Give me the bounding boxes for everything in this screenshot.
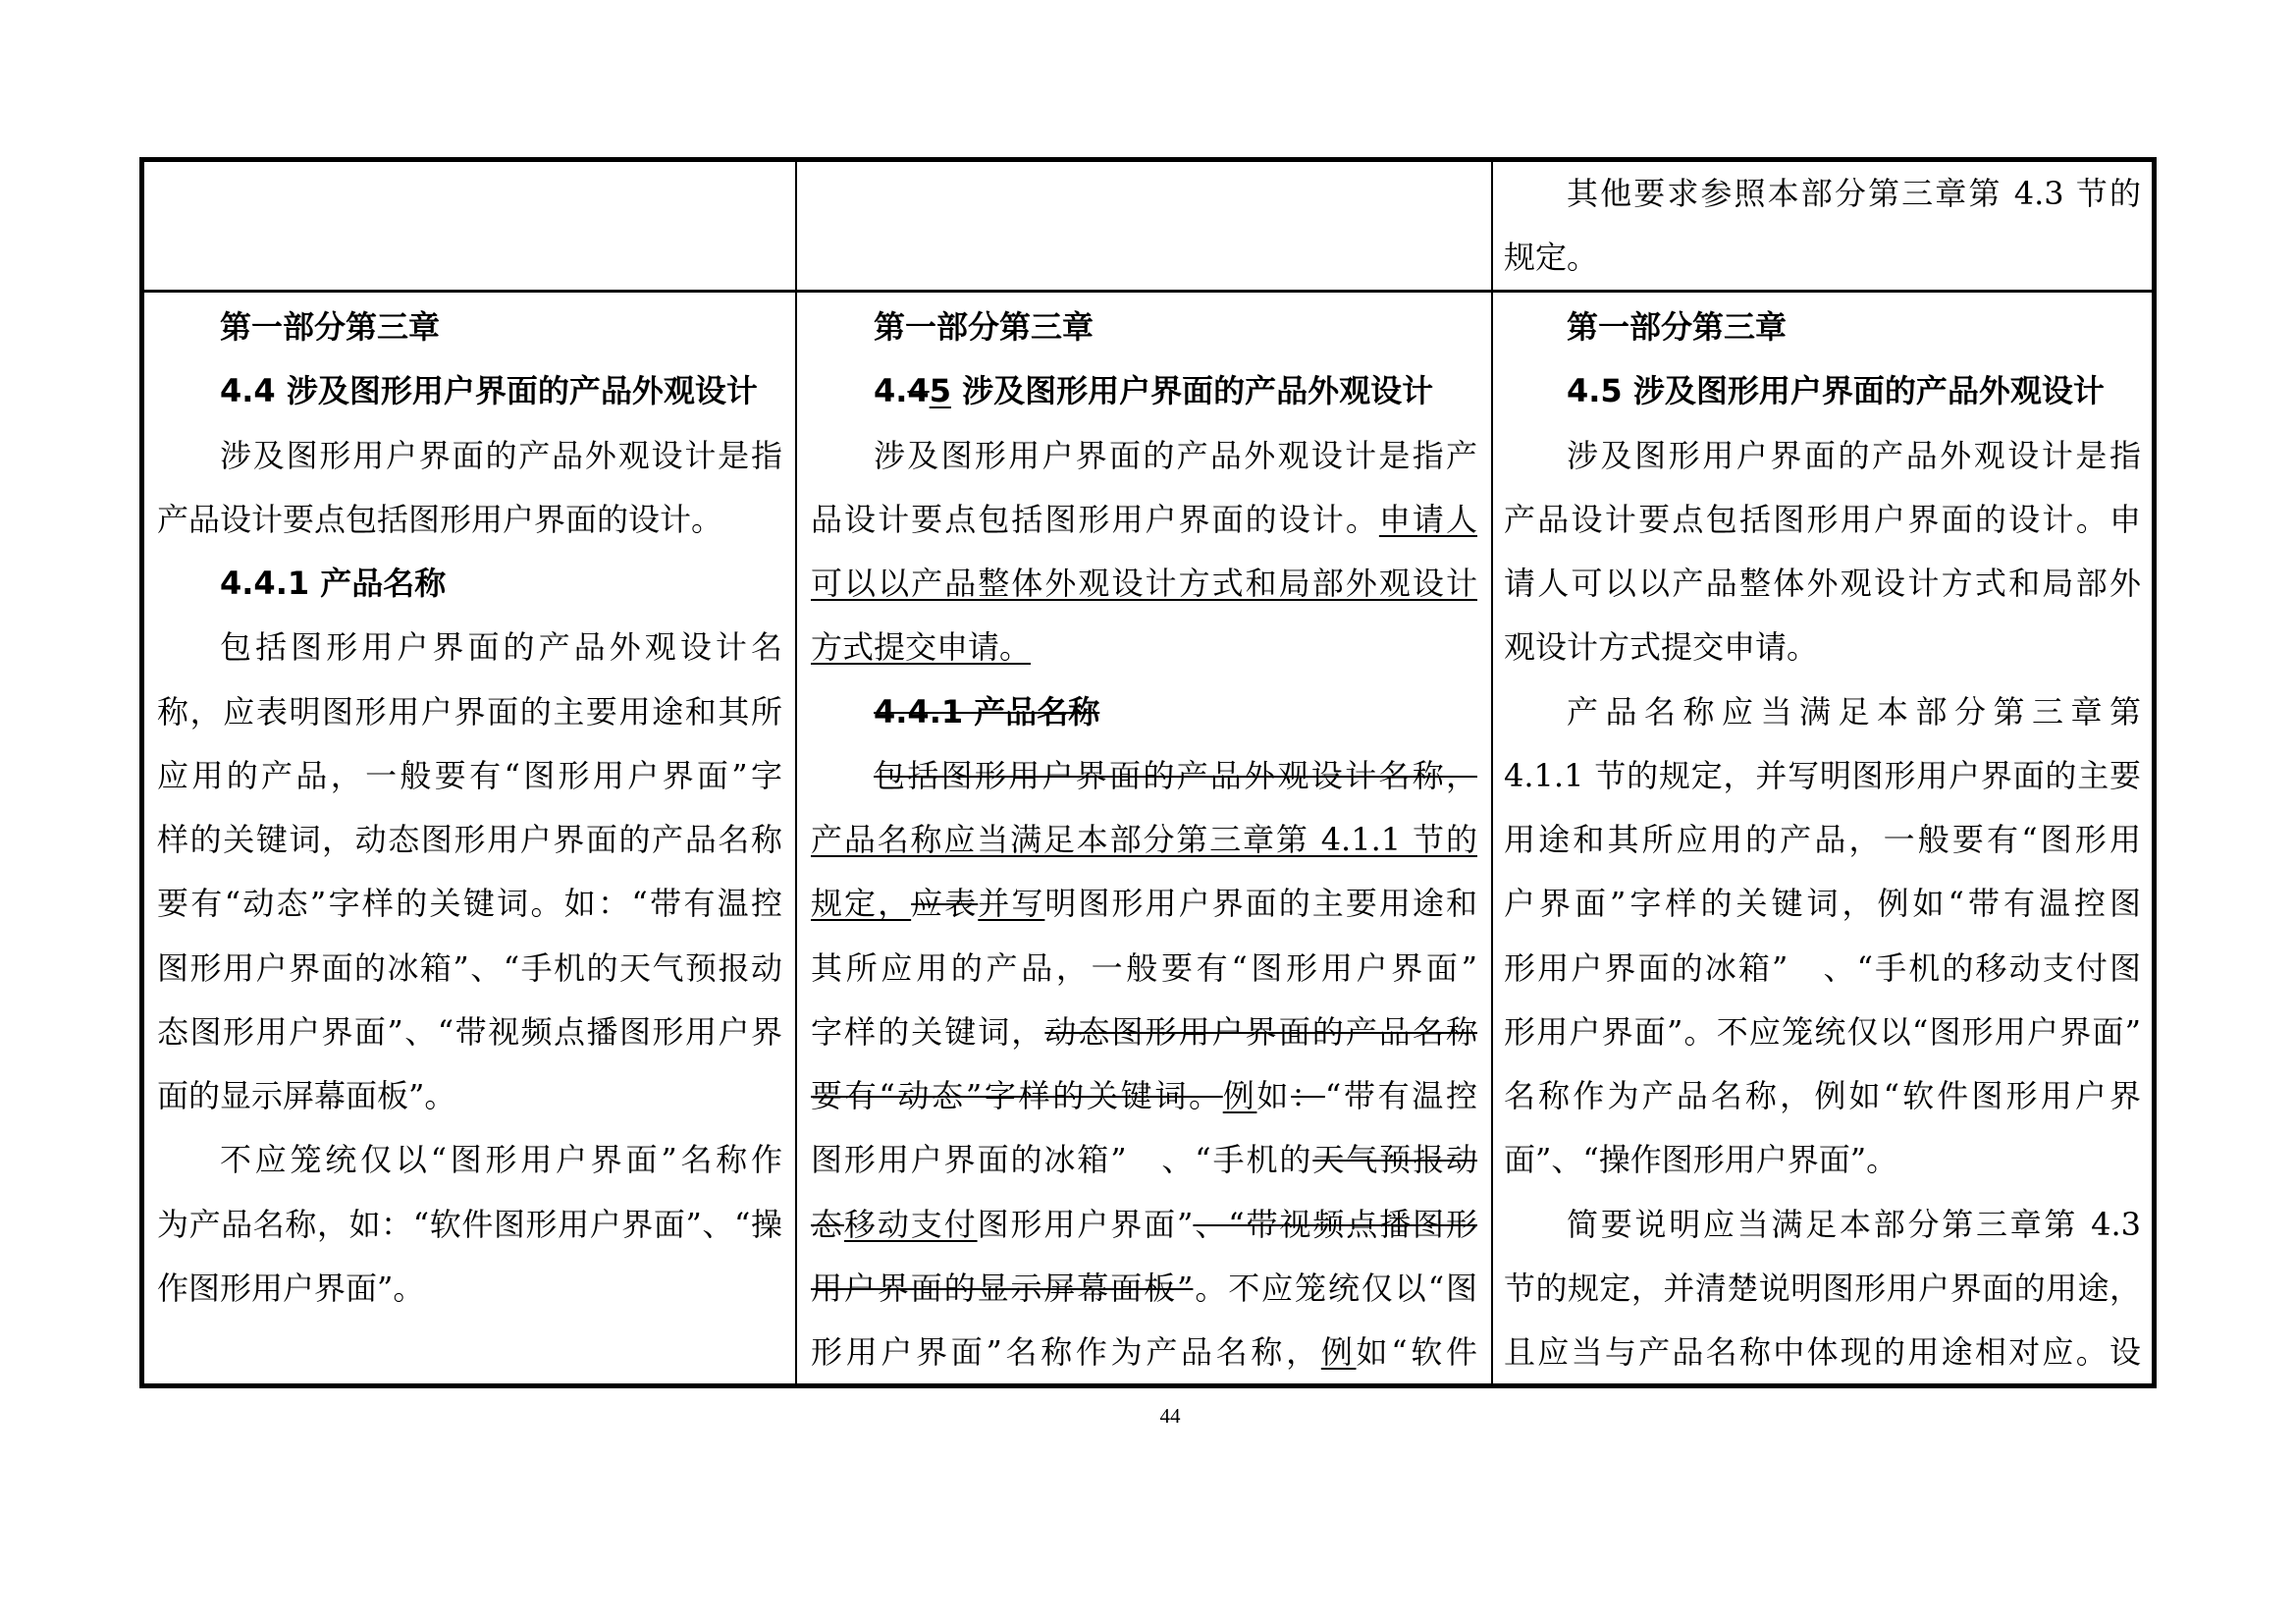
text-line [811, 1064, 1477, 1128]
text-segment: 图形用户界面的冰箱” 、“手机的 [811, 1141, 1313, 1179]
section-heading: 第一部分第三章 [220, 308, 441, 346]
text-line: 形用户界面”。不应笼统仅以“图形用户界面” [1504, 1012, 2141, 1051]
text-line: 其他要求参照本部分第三章第 4.3 节的 [1567, 175, 2141, 212]
inserted-text: 规定， [811, 885, 912, 923]
text-line: 户界面”字样的关键词，例如“带有温控图 [1504, 885, 2141, 923]
comparison-table [139, 157, 2157, 1388]
page-number: 44 [1159, 1404, 1181, 1428]
text-line: 用途和其所应用的产品，一般要有“图形用 [1504, 821, 2141, 858]
inserted-text: 可以以产品整体外观设计方式和局部外观设计 [811, 565, 1477, 602]
text-line: 不应笼统仅以“图形用户界面”名称作 [220, 1141, 782, 1179]
section-heading [811, 680, 1477, 744]
text-segment: 如“软件 [1356, 1333, 1477, 1371]
text-segment: 涉及图形用户界面的产品外观设计 [950, 372, 1434, 410]
text-line [811, 1193, 1477, 1257]
text-line [811, 424, 1477, 488]
text-line [811, 616, 1477, 679]
text-segment: 第一部分第三章 [874, 308, 1095, 346]
deleted-text: 应表 [911, 885, 979, 923]
text-segment: 品设计要点包括图形用户界面的设计。 [811, 500, 1379, 538]
text-line: 应用的产品，一般要有“图形用户界面”字 [157, 756, 782, 794]
text-segment: 其所应用的产品，一般要有“图形用户界面” [811, 948, 1477, 987]
text-line: 形用户界面的冰箱” 、“手机的移动支付图 [1504, 948, 2141, 987]
section-heading: 4.5 涉及图形用户界面的产品外观设计 [1567, 372, 2105, 410]
text-line: 涉及图形用户界面的产品外观设计是指 [220, 436, 782, 474]
text-segment: 形用户界面”名称作为产品名称， [811, 1333, 1321, 1371]
text-segment: 4. [874, 372, 908, 410]
deleted-text: 天气预报动 [1312, 1141, 1477, 1179]
text-line [811, 1001, 1477, 1064]
cell-r2-c2 [797, 293, 1491, 1383]
text-line: 称，应表明图形用户界面的主要用途和其所 [157, 692, 782, 730]
text-segment: 字样的关键词， [811, 1012, 1045, 1051]
text-segment: 涉及图形用户界面的产品外观设计是指产 [874, 436, 1477, 474]
inserted-text: 移动支付 [843, 1205, 978, 1243]
text-segment: 图形用户界面” [977, 1205, 1194, 1243]
section-heading [811, 296, 1477, 359]
text-line: 简要说明应当满足本部分第三章第 4.3 [1567, 1205, 2141, 1243]
section-heading: 第一部分第三章 [1567, 308, 1788, 346]
deleted-text: 态 [811, 1205, 844, 1243]
text-segment: 明图形用户界面的主要用途和 [1044, 885, 1477, 923]
text-line [811, 552, 1477, 616]
text-line: 面的显示屏幕面板”。 [157, 1077, 456, 1114]
inserted-text: 例 [1320, 1333, 1357, 1371]
deleted-text: 动态图形用户界面的产品名称 [1044, 1012, 1477, 1051]
text-line: 要有“动态”字样的关键词。如：“带有温控 [157, 885, 782, 923]
text-line: 图形用户界面的冰箱”、“手机的天气预报动 [157, 948, 782, 987]
inserted-text: 产品名称应当满足本部分第三章第 4.1.1 节的 [811, 821, 1477, 858]
text-line: 规定。 [1504, 239, 1599, 277]
deleted-text: 用户界面的显示屏幕面板” [811, 1269, 1194, 1307]
inserted-text: 方式提交申请。 [811, 628, 1032, 667]
text-line: 样的关键词，动态图形用户界面的产品名称 [157, 821, 782, 858]
text-line [811, 937, 1477, 1001]
text-line: 包括图形用户界面的产品外观设计名 [220, 628, 782, 667]
deleted-text: 、“带视频点播图形 [1193, 1205, 1477, 1243]
deleted-text: 要有“动态”字样的关键词。 [811, 1077, 1223, 1114]
text-line [811, 1257, 1477, 1321]
deleted-text: ： [1291, 1077, 1325, 1114]
text-line: 面”、“操作图形用户界面”。 [1504, 1141, 1898, 1179]
deleted-text: 包括图形用户界面的产品外观设计名称， [874, 756, 1477, 794]
text-line: 产品设计要点包括图形用户界面的设计。申 [1504, 500, 2141, 538]
text-line: 为产品名称，如：“软件图形用户界面”、“操 [157, 1205, 782, 1243]
text-line: 请人可以以产品整体外观设计方式和局部外 [1504, 565, 2141, 602]
text-line [811, 744, 1477, 808]
text-line [811, 808, 1477, 872]
text-line: 且应当与产品名称中体现的用途相对应。设 [1504, 1333, 2141, 1371]
section-heading: 4.4.1 产品名称 [220, 565, 447, 602]
cell-r1-c3 [1493, 162, 2152, 290]
cell-r2-c3 [1493, 293, 2152, 1383]
cell-r2-c1 [144, 293, 795, 1383]
text-line [811, 488, 1477, 552]
text-line: 态图形用户界面”、“带视频点播图形用户界 [157, 1012, 782, 1051]
text-line: 观设计方式提交申请。 [1504, 628, 1819, 667]
inserted-text: 申请人 [1378, 500, 1477, 538]
deleted-text: 4 [907, 372, 930, 410]
text-line: 产品名称应当满足本部分第三章第 [1567, 692, 2141, 730]
text-line [811, 1321, 1477, 1384]
deleted-text: 4.4.1 产品名称 [874, 692, 1100, 730]
text-segment: 如 [1256, 1077, 1292, 1114]
inserted-text: 例 [1222, 1077, 1257, 1114]
cell-r1-c1 [144, 162, 795, 290]
text-segment: 。不应笼统仅以“图 [1193, 1269, 1477, 1307]
text-line: 作图形用户界面”。 [157, 1269, 425, 1307]
section-heading: 4.4 涉及图形用户界面的产品外观设计 [220, 372, 758, 410]
text-line: 涉及图形用户界面的产品外观设计是指 [1567, 436, 2141, 474]
cell-r1-c2 [797, 162, 1491, 290]
text-line [811, 1128, 1477, 1192]
text-line: 产品设计要点包括图形用户界面的设计。 [157, 500, 723, 538]
text-line: 4.1.1 节的规定，并写明图形用户界面的主要 [1504, 756, 2141, 794]
inserted-text: 5 [929, 372, 951, 410]
text-line [811, 872, 1477, 936]
text-line: 节的规定，并清楚说明图形用户界面的用途， [1504, 1269, 2141, 1307]
inserted-text: 并写 [978, 885, 1045, 923]
text-segment: “带有温控 [1324, 1077, 1477, 1114]
text-line: 名称作为产品名称，例如“软件图形用户界 [1504, 1077, 2141, 1114]
section-heading [811, 359, 1477, 423]
